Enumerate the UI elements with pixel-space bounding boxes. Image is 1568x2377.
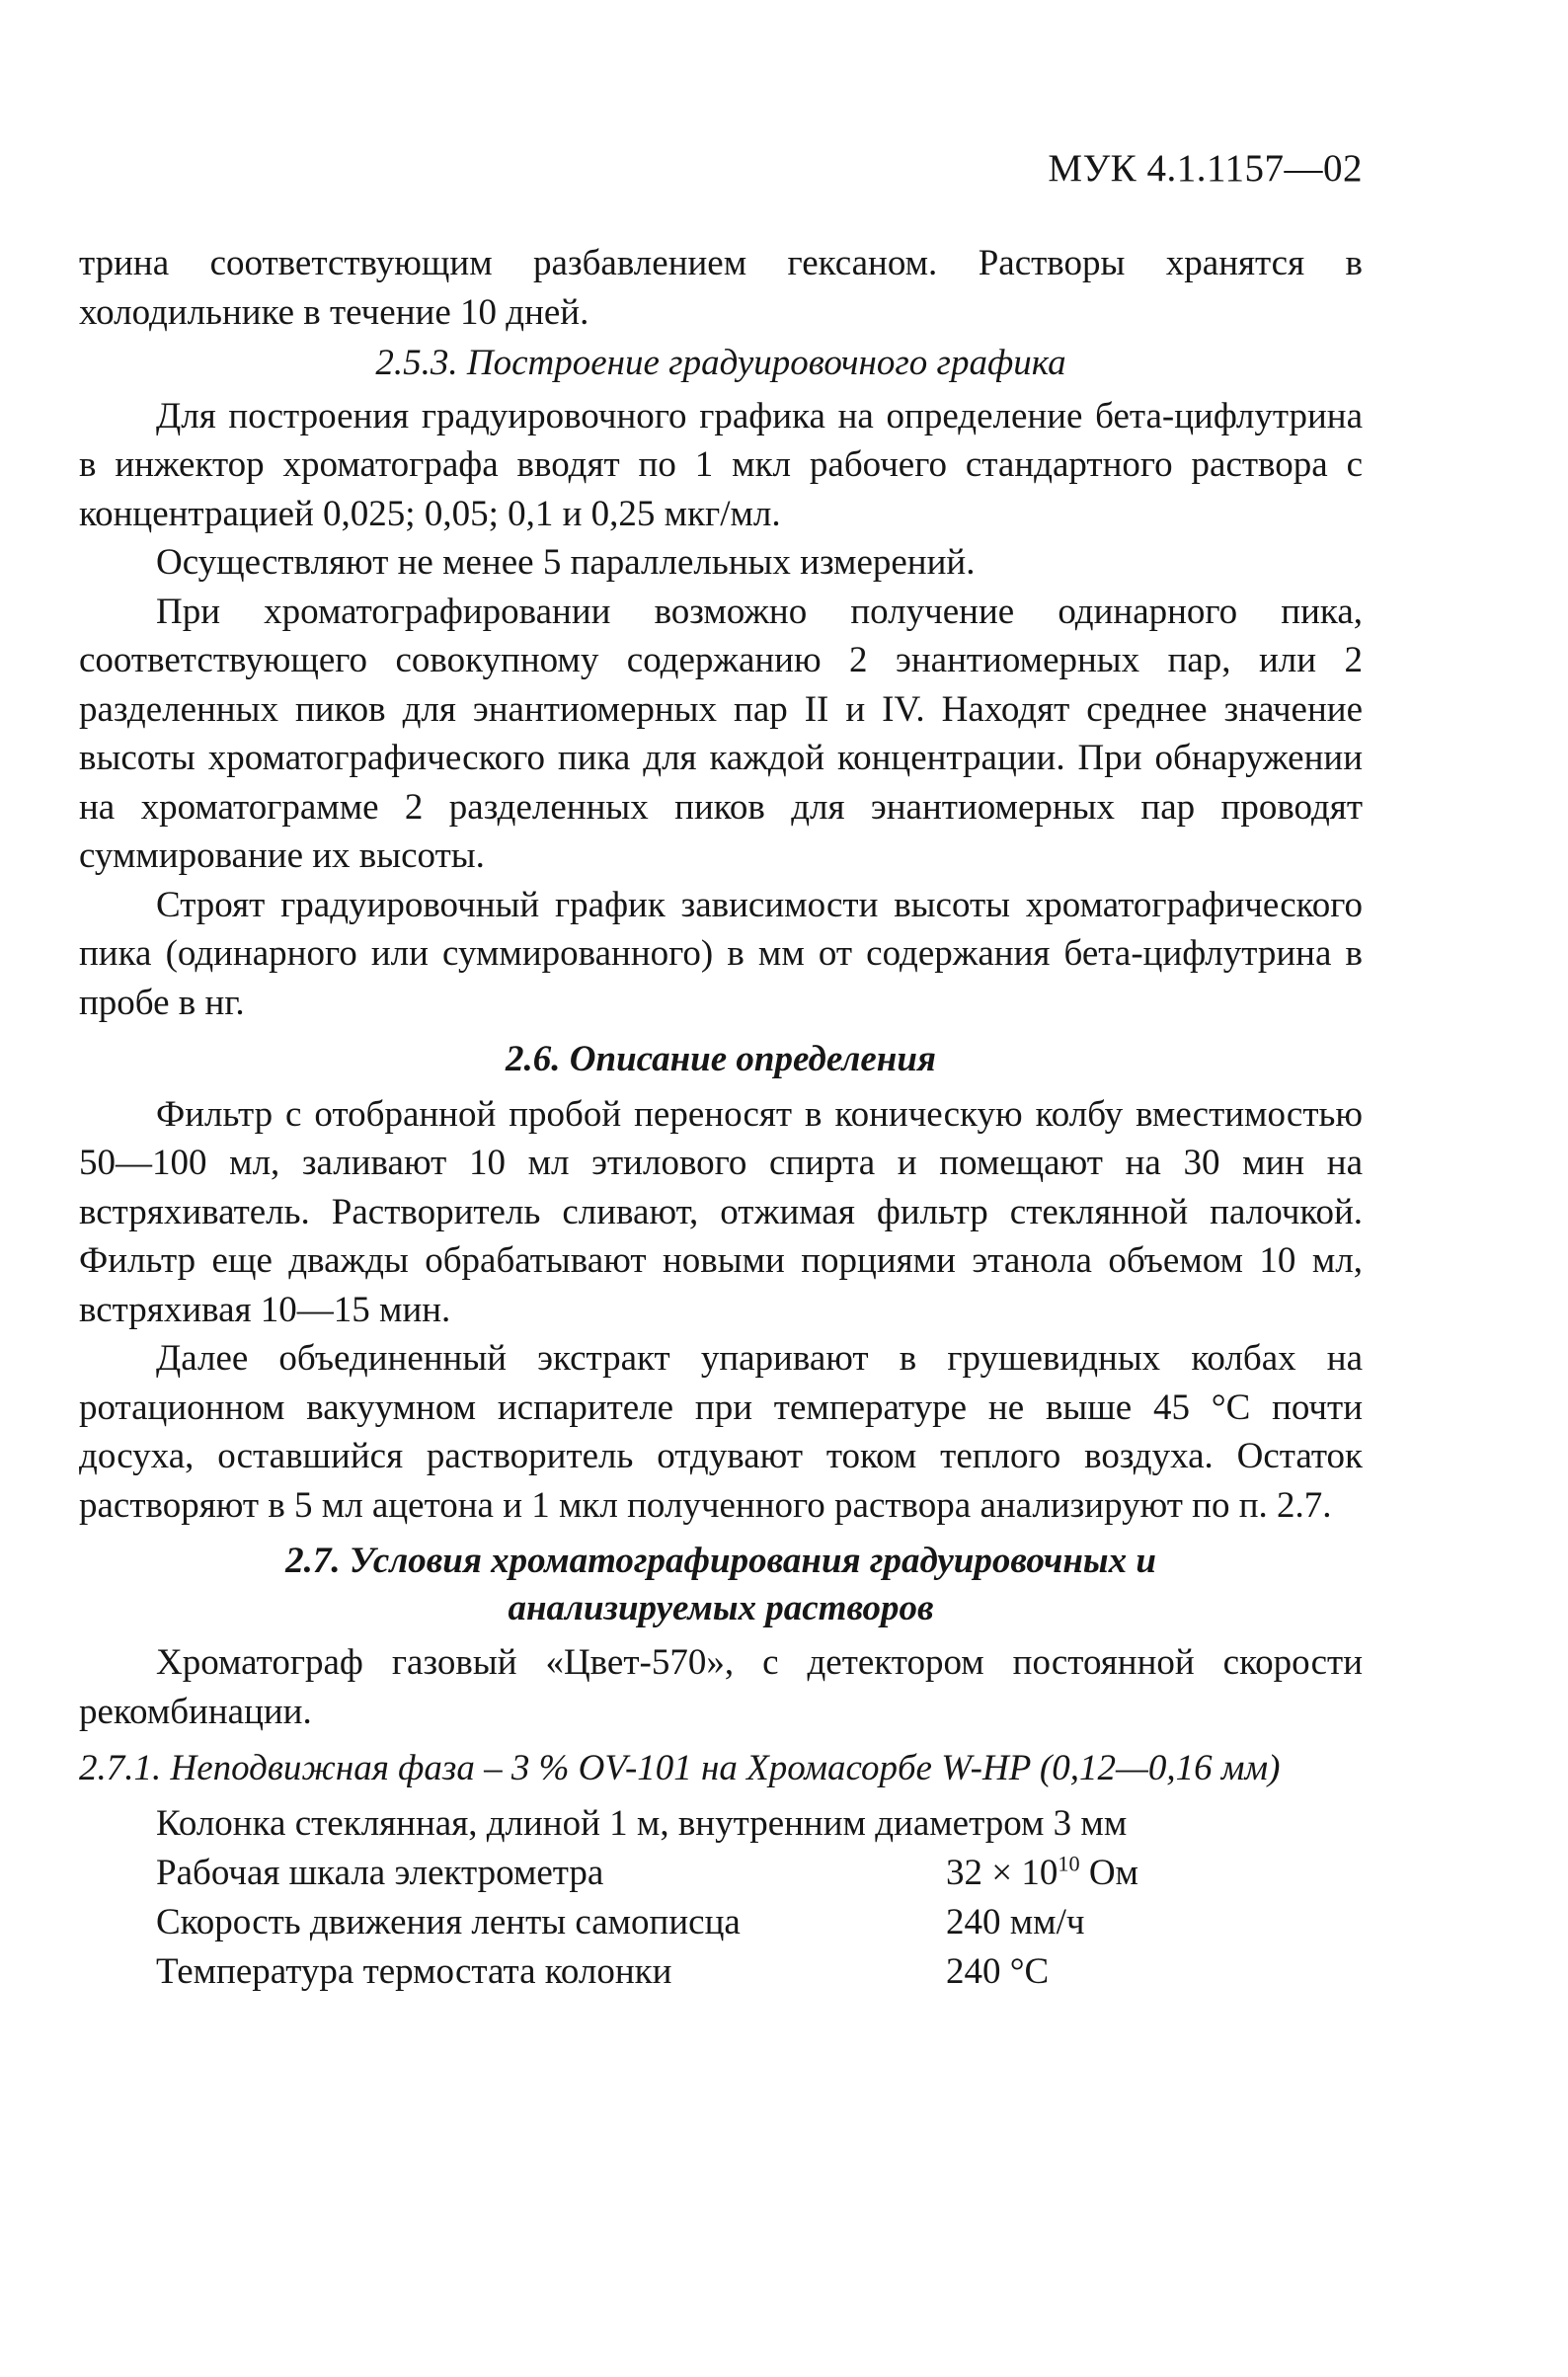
parameter-value: 240 мм/ч xyxy=(946,1901,1085,1942)
paragraph-2-5-3-2: Осуществляют не менее 5 параллельных измерений. xyxy=(156,542,976,583)
parameter-value-exponent: 10 xyxy=(1058,1851,1080,1876)
section-2-5-3-heading: 2.5.3. Построение градуировочного графика xyxy=(375,343,1066,383)
section-2-7-1-heading: 2.7.1. Неподвижная фаза – 3 % OV-101 на Хромасорбе W-HP (0,12—0,16 мм) xyxy=(79,1748,1281,1788)
chromatography-parameters xyxy=(156,1799,1321,1997)
parameter-row xyxy=(156,1849,1321,1898)
section-2-7-heading-line2: анализируемых растворов xyxy=(508,1588,934,1628)
column-description xyxy=(156,1799,1321,1849)
parameter-name: Температура термостата колонки xyxy=(156,1950,672,1992)
column-description-text: Колонка стеклянная, длиной 1 м, внутренним диаметром 3 мм xyxy=(156,1802,1128,1844)
parameter-row xyxy=(156,1898,1321,1947)
paragraph-2-5-3-1: Для построения градуировочного графика на определение бета-цифлутрина в инжектор хроматографа вводят по 1 мкл рабочего стандартного раствора с концентрацией 0,025; 0,05; 0,1 и 0,25 мкг/мл. xyxy=(79,395,1363,534)
parameter-value-base: 32 × 10 xyxy=(946,1852,1058,1893)
paragraph-2-7: Хроматограф газовый «Цвет-570», с детектором постоянной скорости рекомбинации. xyxy=(79,1642,1363,1732)
document-code-header: МУК 4.1.1157—02 xyxy=(1048,147,1363,190)
page-body xyxy=(79,239,1363,1997)
parameter-name: Скорость движения ленты самописца xyxy=(156,1901,741,1942)
parameter-value: 240 °С xyxy=(946,1950,1050,1992)
parameter-value xyxy=(946,1849,1321,1898)
paragraph-2-6-1: Фильтр с отобранной пробой переносят в коническую колбу вместимостью 50—100 мл, заливают 10 мл этилового спирта и помещают на 30 мин на встряхиватель. Растворитель сливают, отжимая фильтр стеклянной палочкой. Фильтр еще дважды обрабатывают новыми порциями этанола объемом 10 мл, встряхивая 10—15 мин. xyxy=(79,1093,1363,1330)
intro-paragraph: трина соответствующим разбавлением гексаном. Растворы хранятся в холодильнике в течение 10 дней. xyxy=(79,243,1363,333)
paragraph-2-5-3-3: При хроматографировании возможно получение одинарного пика, соответствующего совокупному содержанию 2 энантиомерных пар, или 2 разделенных пиков для энантиомерных пар II и IV. Находят среднее значение высоты хроматографического пика для каждой концентрации. При обнаружении на хроматограмме 2 разделенных пиков для энантиомерных пар проводят суммирование их высоты. xyxy=(79,591,1363,876)
parameter-value-unit: Ом xyxy=(1079,1852,1138,1893)
parameter-row xyxy=(156,1947,1321,1997)
section-2-6-heading: 2.6. Описание определения xyxy=(506,1039,936,1079)
paragraph-2-5-3-4: Строят градуировочный график зависимости высоты хроматографического пика (одинарного или суммированного) в мм от содержания бета-цифлутрина в пробе в нг. xyxy=(79,884,1363,1023)
paragraph-2-6-2: Далее объединенный экстракт упаривают в грушевидных колбах на ротационном вакуумном испарителе при температуре не выше 45 °С почти досуха, оставшийся растворитель отдувают током теплого воздуха. Остаток растворяют в 5 мл ацетона и 1 мкл полученного раствора анализируют по п. 2.7. xyxy=(79,1338,1363,1526)
parameter-name: Рабочая шкала электрометра xyxy=(156,1852,604,1893)
section-2-7-heading-line1: 2.7. Условия хроматографирования градуировочных и xyxy=(285,1541,1156,1581)
section-2-7-heading xyxy=(79,1538,1363,1632)
